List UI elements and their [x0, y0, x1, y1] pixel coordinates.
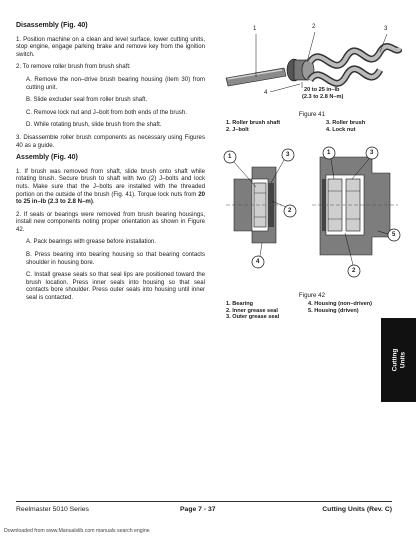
disassembly-heading: Disassembly (Fig. 40) [16, 22, 88, 29]
fig42-legend-2: 2. Inner grease seal [226, 307, 278, 314]
fig42-callout-3-right: 3 [370, 149, 374, 156]
figure-41-illustration [222, 22, 402, 108]
section-tab-line-1: Cutting [391, 348, 398, 372]
disassembly-step-1: 1. Position machine on a clean and level surface, lower cutting units, stop engine, engage parking brake and remove key from the ignition switch. [16, 35, 205, 58]
fig42-callout-1-left: 1 [228, 153, 232, 160]
disassembly-substep-d: D. While rotating brush, slide brush from the shaft. [26, 121, 162, 129]
fig41-legend-2: 2. J–bolt [226, 126, 249, 133]
section-tab-line-2: Units [398, 351, 406, 369]
footer-manual-title: Reelmaster 5010 Series [16, 506, 89, 513]
assembly-heading: Assembly (Fig. 40) [16, 154, 78, 162]
fig42-legend-4: 4. Housing (non–driven) [308, 301, 373, 307]
fig42-legend-5: 5. Housing (driven) [308, 307, 359, 314]
disassembly-substep-c: C. Remove lock nut and J–bolt from both ends of the brush. [26, 108, 187, 116]
fig42-callout-3-left: 3 [286, 151, 290, 158]
fig41-callout-3: 3 [384, 25, 388, 32]
assembly-step-1-text: 1. If brush was removed from shaft, slide brush onto shaft while rotating brush. Secure brush to shaft with two (2) J–bolts and lock nuts. Make sure that the J–bolts are installed with the threaded portion on the outside of the brush (Fig. 41). Torque lock nuts from [16, 167, 205, 198]
fig42-legend-1: 1. Bearing [226, 301, 254, 307]
disassembly-step-2: 2. To remove roller brush from brush shaft: [16, 63, 131, 71]
fig42-callout-4: 4 [256, 258, 260, 265]
section-tab-label [391, 349, 406, 372]
disassembly-substep-a: A. Remove the non–drive brush bearing housing (item 30) from cutting unit. [26, 75, 205, 91]
torque-value: 20 to 25 in–lb (2.3 to 2.8 N–m) [16, 190, 205, 206]
download-watermark: Downloaded from www.Manualslib.com manuals search engine [4, 528, 150, 534]
figure-42-caption: Figure 42 [298, 292, 326, 299]
fig41-callout-2: 2 [312, 23, 316, 30]
figure-42-illustration [222, 143, 402, 283]
assembly-substep-b: B. Press bearing into bearing housing so that bearing contacts shoulder in housing bore. [26, 251, 205, 266]
fig41-callout-1: 1 [253, 25, 257, 32]
assembly-step-2: 2. If seals or bearings were removed from brush bearing housings, install new components noting proper orientation as shown in Figure 42. [16, 210, 205, 233]
footer-page-number: Page 7 - 37 [180, 506, 216, 513]
fig41-legend-1: 1. Roller brush shaft [226, 120, 281, 126]
figure-41-legend [226, 120, 396, 133]
bearing-housing-drawing [222, 143, 402, 283]
footer [16, 506, 392, 513]
fig42-callout-1-right: 1 [327, 149, 331, 156]
assembly-step-1 [16, 168, 205, 206]
assembly-substep-c: C. Install grease seals so that seal lips are positioned toward the brush location. Press inner seals into housing so that seal contacts bore shoulder. Press outer seals into housing until inner seal is contacted. [26, 271, 205, 302]
left-column [16, 22, 205, 307]
fig41-legend-4: 4. Lock nut [326, 126, 356, 133]
section-tab [381, 318, 416, 402]
fig41-torque-note: 20 to 25 in–lb [304, 87, 340, 93]
figure-41-caption: Figure 41 [298, 111, 326, 118]
fig42-callout-2-left: 2 [288, 207, 292, 214]
fig42-callout-5: 5 [392, 231, 396, 238]
fig41-torque-note-metric: (2.3 to 2.8 N–m) [302, 94, 344, 100]
fig42-legend-3: 3. Outer grease seal [226, 314, 280, 321]
disassembly-substep-b: B. Slide excluder seal from roller brush shaft. [26, 96, 148, 104]
fig41-callout-4: 4 [264, 89, 268, 96]
fig41-legend-3: 3. Roller brush [326, 120, 366, 126]
footer-rule [16, 501, 392, 502]
figure-42-legend [226, 301, 396, 321]
assembly-step-1-end: . [92, 198, 95, 206]
disassembly-step-3: 3. Disassemble roller brush components as necessary using Figures 40 as a guide. [16, 133, 205, 149]
assembly-substep-a: A. Pack bearings with grease before installation. [26, 238, 157, 246]
fig42-callout-2-right: 2 [352, 267, 356, 274]
footer-section-title: Cutting Units (Rev. C) [322, 506, 392, 513]
